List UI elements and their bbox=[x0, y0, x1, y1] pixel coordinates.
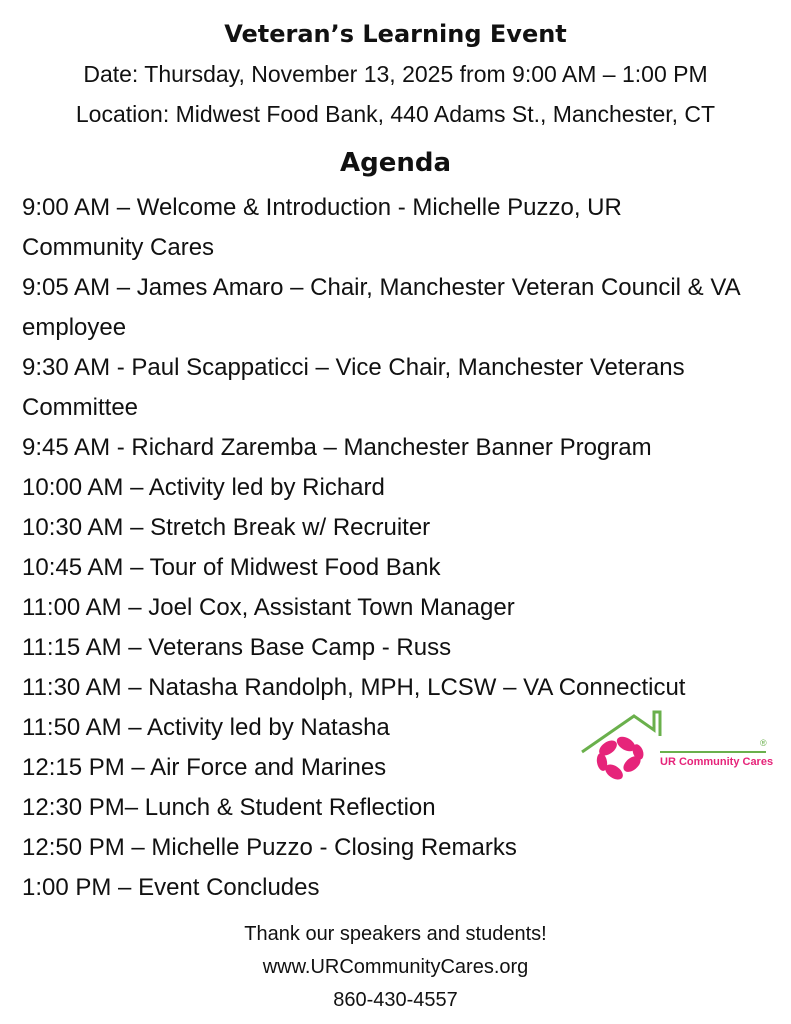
ur-community-cares-logo bbox=[580, 708, 776, 790]
agenda-item: 11:30 AM – Natasha Randolph, MPH, LCSW – VA Connecticut bbox=[22, 674, 686, 701]
agenda-item: 9:05 AM – James Amaro – Chair, Manchester Veteran Council & VA employee bbox=[22, 274, 740, 341]
footer-phone: 860-430-4557 bbox=[333, 989, 458, 1011]
agenda-item: 11:15 AM – Veterans Base Camp - Russ bbox=[22, 634, 452, 661]
event-date: Date: Thursday, November 13, 2025 from 9:00 AM – 1:00 PM bbox=[83, 61, 708, 87]
agenda-item: 9:30 AM - Paul Scappaticci – Vice Chair, Manchester Veterans Committee bbox=[22, 354, 685, 421]
logo-house-hands-icon bbox=[580, 708, 776, 790]
agenda-list bbox=[22, 188, 762, 908]
agenda-item: 10:45 AM – Tour of Midwest Food Bank bbox=[22, 554, 441, 581]
agenda-item: 12:30 PM– Lunch & Student Reflection bbox=[22, 794, 436, 821]
registered-mark: ® bbox=[760, 738, 767, 748]
agenda-item: 9:45 AM - Richard Zaremba – Manchester Banner Program bbox=[22, 434, 652, 461]
footer-thanks: Thank our speakers and students! bbox=[244, 923, 547, 945]
agenda-item: 10:00 AM – Activity led by Richard bbox=[22, 474, 385, 501]
agenda-item: 9:00 AM – Welcome & Introduction - Michelle Puzzo, UR Community Cares bbox=[22, 194, 622, 261]
event-title: Veteran’s Learning Event bbox=[224, 20, 567, 48]
agenda-item: 10:30 AM – Stretch Break w/ Recruiter bbox=[22, 514, 431, 541]
logo-text: UR Community Cares bbox=[660, 756, 774, 768]
agenda-item: 11:00 AM – Joel Cox, Assistant Town Manager bbox=[22, 594, 515, 621]
agenda-item: 12:50 PM – Michelle Puzzo - Closing Remarks bbox=[22, 834, 517, 861]
agenda-heading: Agenda bbox=[339, 148, 452, 178]
event-location: Location: Midwest Food Bank, 440 Adams St., Manchester, CT bbox=[75, 101, 716, 127]
agenda-item: 1:00 PM – Event Concludes bbox=[22, 874, 320, 901]
footer-website[interactable]: www.URCommunityCares.org bbox=[262, 956, 529, 978]
agenda-item: 11:50 AM – Activity led by Natasha bbox=[22, 714, 390, 741]
agenda-item: 12:15 PM – Air Force and Marines bbox=[22, 754, 387, 781]
